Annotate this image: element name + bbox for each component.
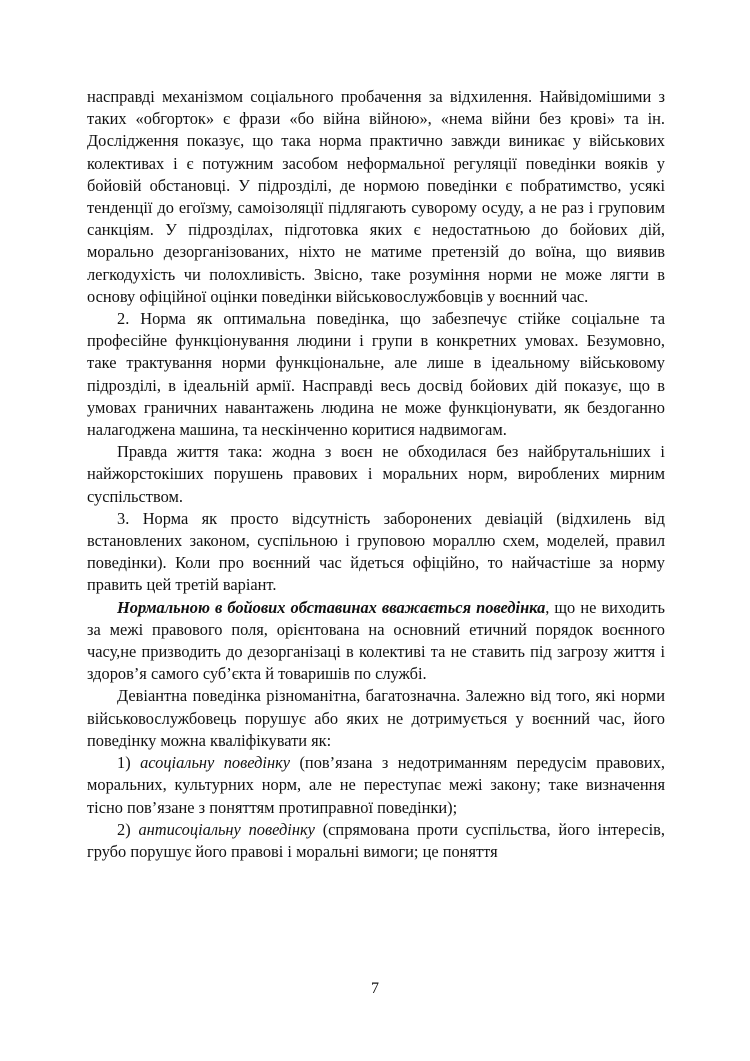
paragraph-normal-behavior xyxy=(87,597,665,686)
paragraph-continuation: насправді механізмом соціального пробачення за відхилення. Найвідомішими з таких «обгорток» є фрази «бо війна війною», «нема війни без крові» та ін. Дослідження показує, що така норма практично завжди виникає у військових колективах і є потужним засобом неформальної регуляції поведінки вояків у бойовій обстановці. У підрозділі, де нормою поведінки є побратимство, усякі тенденції до егоїзму, самоізоляції підлягають суворому осуду, а не раз і груповим санкціям. У підрозділах, підготовка яких є недостатньою до бойових дій, морально дезорганізованих, ніхто не матиме претензій до воїна, що виявив легкодухість чи полохливість. Звісно, таке розуміння норми не може лягти в основу офіційної оцінки поведінки військовослужбовців у воєнний час. xyxy=(87,87,665,306)
paragraph-deviant: Девіантна поведінка різноманітна, багатозначна. Залежно від того, які норми військовослужбовець порушує або яких не дотримується у воєнний час, його поведінку можна кваліфікувати як: xyxy=(87,686,665,750)
list-number: 1) xyxy=(117,753,141,773)
paragraph-truth: Правда життя така: жодна з воєн не обходилася без найбрутальніших і найжорстокіших порушень правових і моральних норм, вироблених мирним суспільством. xyxy=(87,442,665,506)
list-item-antisocial xyxy=(87,819,665,863)
page-number: 7 xyxy=(371,980,379,997)
list-number: 2) xyxy=(117,819,139,839)
emphasis-text: Нормальною в бойових обставинах вважається поведінка xyxy=(117,597,546,617)
term-text: антисоціальну поведінку xyxy=(138,819,315,839)
list-item-text: (спрямована проти суспільства, його інтересів, грубо порушує його правові і моральні вимоги; це поняття xyxy=(87,819,665,861)
list-item-asocial xyxy=(87,752,665,819)
term-text: асоціальну поведінку xyxy=(140,753,291,773)
page-body xyxy=(87,86,665,863)
paragraph-norm-2: 2. Норма як оптимальна поведінка, що забезпечує стійке соціальне та професійне функціонування людини і групи в конкретних умовах. Безумовно, таке трактування норми функціональне, але лише в ідеальному військовому підрозділі, в ідеальній армії. Насправді весь досвід бойових дій показує, що в умовах граничних навантажень людина не може функціонувати, як бездоганно налагоджена машина, та нескінченно коритися надвимогам. xyxy=(87,309,665,440)
paragraph-norm-3: 3. Норма як просто відсутність заборонених девіацій (відхилень від встановлених законом, суспільною і груповою мораллю схем, моделей, правил поведінки). Коли про воєнний час йдеться офіційно, то найчастіше за норму править цей третій варіант. xyxy=(87,508,665,595)
list-item-text: (пов’язана з недотриманням передусім правових, моральних, культурних норм, але не переступає межі закону; таке визначення тісно пов’язане з поняттям протиправної поведінки); xyxy=(87,753,665,817)
paragraph-text: , що не виходить за межі правового поля, орієнтована на основний етичний порядок воєнного часу,не призводить до дезорганізаці в колективі та не ставить під загрозу життя і здоров’я самого суб’єкта й товаришів по службі. xyxy=(87,597,665,684)
